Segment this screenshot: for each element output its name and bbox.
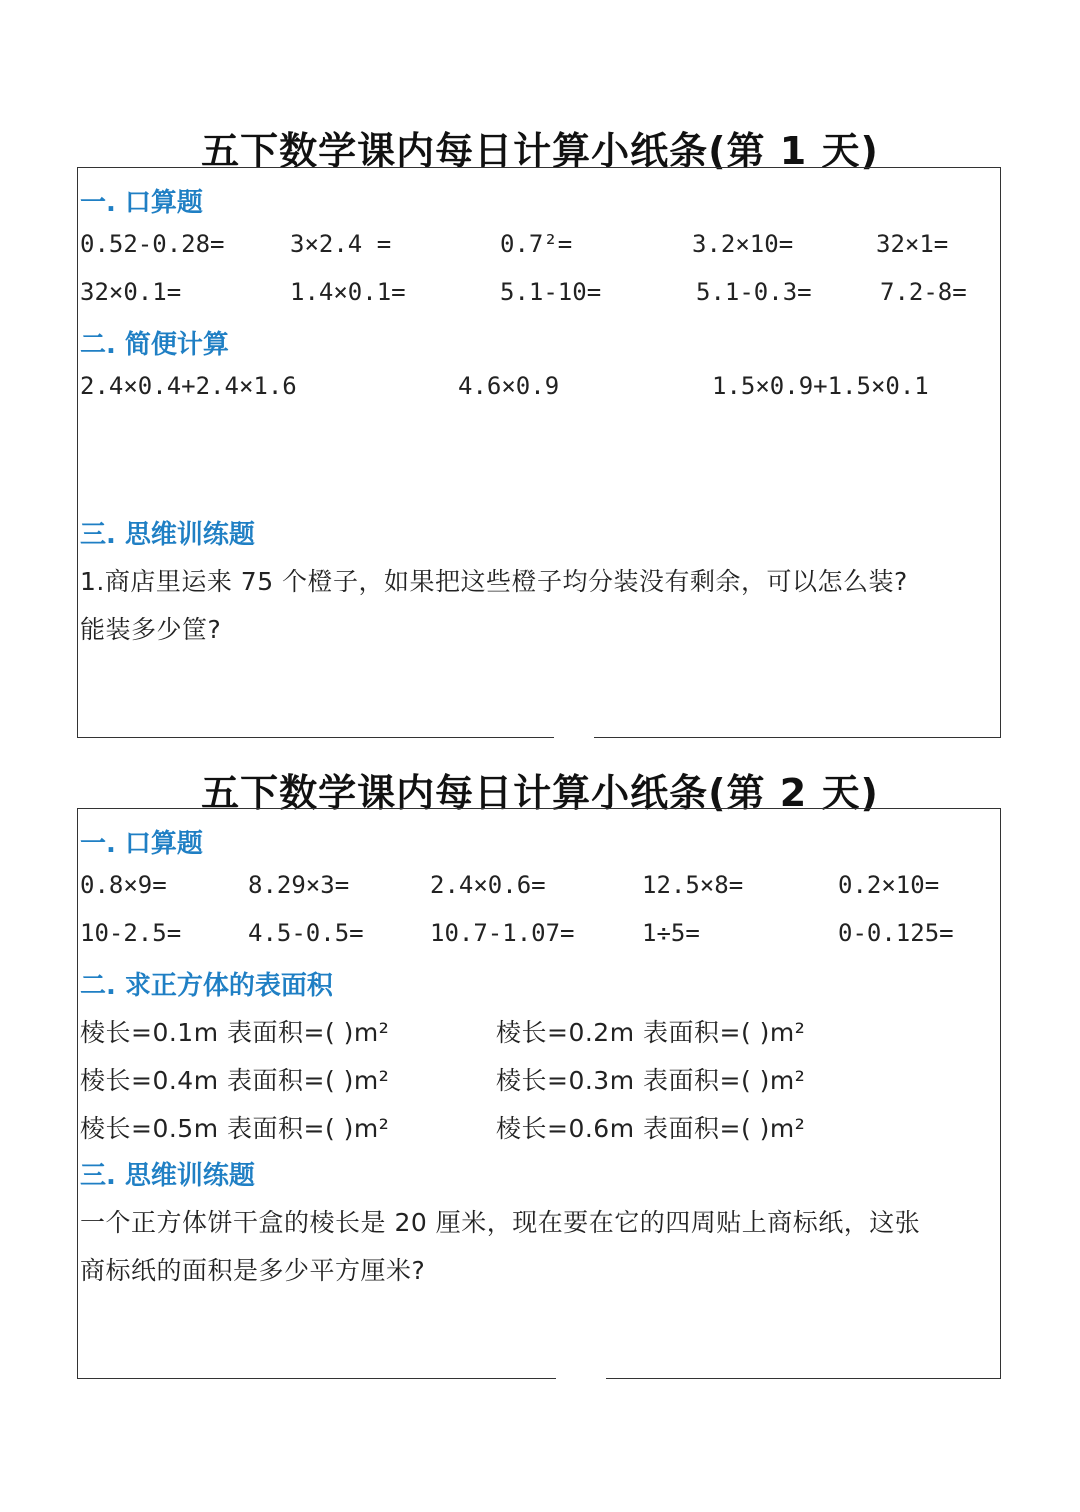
card1-title: 五下数学课内每日计算小纸条(第 1 天)	[201, 129, 879, 173]
card2-title: 五下数学课内每日计算小纸条(第 2 天)	[201, 771, 879, 815]
card2-surface-r1-c1: 棱长=0.1m 表面积=( )m²	[80, 1018, 390, 1047]
card2-surface-r1-c2: 棱长=0.2m 表面积=( )m²	[496, 1018, 806, 1047]
card2-oral-r1-c3: 2.4×0.6=	[430, 871, 546, 899]
card1-oral-r1-c5: 32×1=	[876, 230, 949, 258]
card2-problem-line1: 一个正方体饼干盒的棱长是 20 厘米，现在要在它的四周贴上商标纸，这张	[80, 1208, 921, 1237]
card1-oral-r1-c3: 0.7²=	[500, 230, 573, 258]
card2-section-thinking: 三. 思维训练题	[80, 1161, 255, 1191]
card1-oral-r2-c1: 32×0.1=	[80, 278, 182, 306]
card1-oral-r2-c5: 7.2-8=	[880, 278, 967, 306]
card1-calc-2: 4.6×0.9	[458, 372, 560, 400]
card1-oral-r2-c4: 5.1-0.3=	[696, 278, 812, 306]
card2-problem-line2: 商标纸的面积是多少平方厘米?	[80, 1256, 426, 1285]
card2-oral-r1-c2: 8.29×3=	[248, 871, 350, 899]
card2-surface-r2-c1: 棱长=0.4m 表面积=( )m²	[80, 1066, 390, 1095]
card2-section-oral: 一. 口算题	[80, 829, 203, 859]
card2-section-surface: 二. 求正方体的表面积	[80, 971, 333, 1001]
card2-border-gap	[556, 1376, 606, 1382]
card1-calc-3: 1.5×0.9+1.5×0.1	[712, 372, 929, 400]
card2-oral-r2-c2: 4.5-0.5=	[248, 919, 364, 947]
card2-oral-r1-c1: 0.8×9=	[80, 871, 167, 899]
card2-oral-r2-c5: 0-0.125=	[838, 919, 954, 947]
card1-oral-r1-c4: 3.2×10=	[692, 230, 794, 258]
card1-problem-line1: 1.商店里运来 75 个橙子，如果把这些橙子均分装没有剩余，可以怎么装?	[80, 567, 908, 596]
card2-surface-r3-c1: 棱长=0.5m 表面积=( )m²	[80, 1114, 390, 1143]
card1-oral-r2-c3: 5.1-10=	[500, 278, 602, 306]
card1-section-simplify: 二. 简便计算	[80, 330, 229, 360]
card2-oral-r1-c5: 0.2×10=	[838, 871, 940, 899]
card1-box	[77, 167, 1001, 738]
card1-section-thinking: 三. 思维训练题	[80, 520, 255, 550]
card1-oral-r1-c1: 0.52-0.28=	[80, 230, 225, 258]
card1-section-oral: 一. 口算题	[80, 188, 203, 218]
card2-oral-r2-c3: 10.7-1.07=	[430, 919, 575, 947]
card2-surface-r2-c2: 棱长=0.3m 表面积=( )m²	[496, 1066, 806, 1095]
card1-border-gap	[554, 735, 594, 741]
card2-oral-r2-c1: 10-2.5=	[80, 919, 182, 947]
card1-oral-r1-c2: 3×2.4 =	[290, 230, 392, 258]
card2-surface-r3-c2: 棱长=0.6m 表面积=( )m²	[496, 1114, 806, 1143]
card1-oral-r2-c2: 1.4×0.1=	[290, 278, 406, 306]
card2-oral-r2-c4: 1÷5=	[642, 919, 700, 947]
card1-problem-line2: 能装多少筐?	[80, 615, 222, 644]
card1-calc-1: 2.4×0.4+2.4×1.6	[80, 372, 297, 400]
card2-oral-r1-c4: 12.5×8=	[642, 871, 744, 899]
card2-box	[77, 808, 1001, 1379]
